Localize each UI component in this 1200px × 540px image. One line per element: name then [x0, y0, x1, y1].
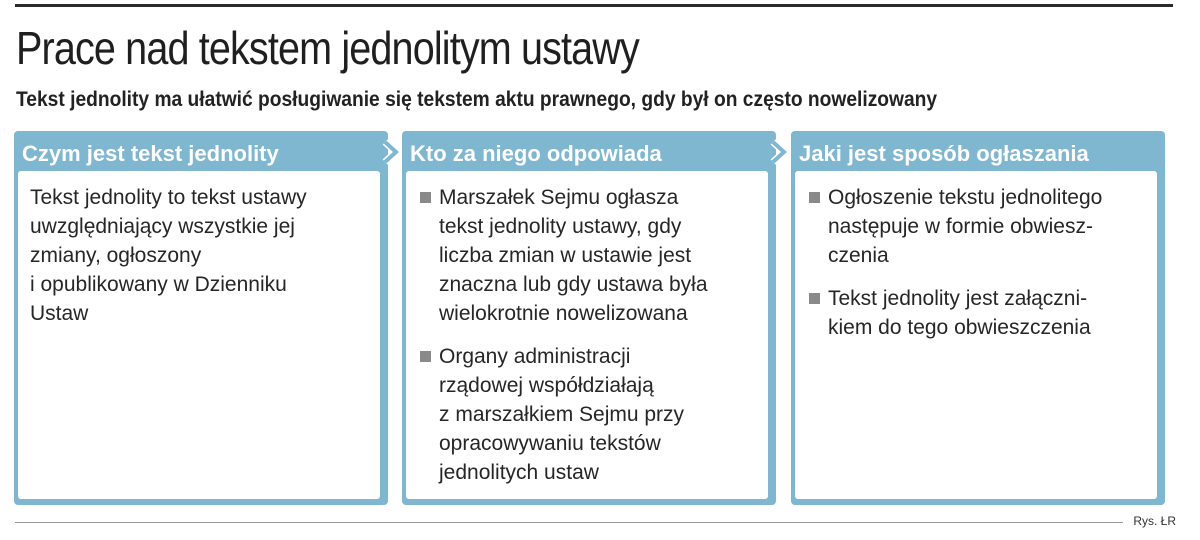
panel-body-who-responsible — [406, 171, 768, 499]
bullet-line: znaczna lub gdy ustawa była — [439, 273, 708, 296]
bullet-line: następuje w formie obwiesz- — [828, 215, 1093, 238]
square-bullet-icon — [809, 293, 820, 304]
definition-line: Ustaw — [30, 302, 89, 325]
page-subtitle: Tekst jednolity ma ułatwić posługiwanie się tekstem aktu prawnego, gdy był on często nowelizowany — [16, 88, 938, 111]
bullet-list — [809, 183, 1143, 342]
definition-line: i opublikowany w Dzienniku — [30, 273, 287, 296]
list-item — [809, 183, 1143, 270]
list-item — [420, 342, 754, 487]
definition-text — [30, 183, 366, 328]
square-bullet-icon — [420, 192, 431, 203]
bullet-line: z marszałkiem Sejmu przy — [439, 403, 685, 426]
bullet-list — [420, 183, 754, 487]
definition-line: zmiany, ogłoszony — [30, 244, 202, 267]
bullet-line: tekst jednolity ustawy, gdy — [439, 215, 682, 238]
chevron-right-icon — [768, 139, 790, 165]
square-bullet-icon — [420, 351, 431, 362]
list-item — [420, 183, 754, 328]
list-item — [809, 284, 1143, 342]
figure-credit: Rys. ŁR — [1133, 514, 1176, 528]
page-title: Prace nad tekstem jednolitym ustawy — [16, 22, 639, 74]
panel-header-publication-method: Jaki jest sposób ogłaszania — [799, 141, 1089, 166]
panel-body-what-is — [18, 171, 380, 499]
bullet-line: kiem do tego obwieszczenia — [828, 316, 1091, 339]
panel-what-is — [14, 131, 388, 505]
bullet-line: Organy administracji — [439, 345, 631, 368]
bullet-line: czenia — [828, 244, 889, 267]
bullet-line: Marszałek Sejmu ogłasza — [439, 186, 679, 209]
bottom-rule — [15, 522, 1123, 523]
panel-header-who-responsible: Kto za niego odpowiada — [410, 141, 662, 166]
definition-line: Tekst jednolity to tekst ustawy — [30, 186, 307, 209]
panel-body-publication-method — [795, 171, 1157, 499]
panel-who-responsible — [402, 131, 776, 505]
bullet-line: liczba zmian w ustawie jest — [439, 244, 692, 267]
panel-publication-method — [791, 131, 1165, 505]
bullet-line: opracowywaniu tekstów — [439, 432, 661, 455]
definition-line: uwzględniający wszystkie jej — [30, 215, 295, 238]
bullet-line: wielokrotnie nowelizowana — [439, 302, 688, 325]
chevron-right-icon — [380, 139, 402, 165]
square-bullet-icon — [809, 192, 820, 203]
bullet-line: Ogłoszenie tekstu jednolitego — [828, 186, 1103, 209]
bullet-line: Tekst jednolity jest załączni- — [828, 287, 1088, 310]
panel-header-what-is: Czym jest tekst jednolity — [22, 141, 279, 166]
top-rule — [15, 4, 1173, 7]
bullet-line: jednolitych ustaw — [439, 461, 599, 484]
bullet-line: rządowej współdziałają — [439, 374, 654, 397]
